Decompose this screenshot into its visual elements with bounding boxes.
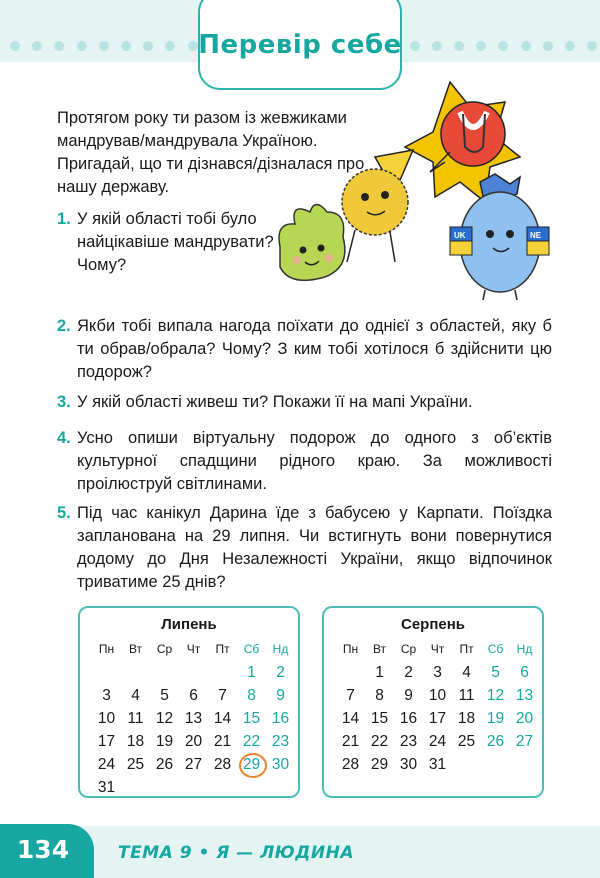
calendar-day: 25 — [126, 756, 145, 773]
calendar-day: 22 — [242, 733, 261, 750]
calendar-day: 10 — [97, 710, 116, 727]
calendar-day: 9 — [404, 687, 413, 704]
calendar-weekday: Ср — [156, 642, 173, 656]
decor-dot — [543, 41, 553, 51]
calendar-day: 6 — [520, 664, 529, 681]
decor-dot — [143, 41, 153, 51]
calendar-day-highlighted: 29 — [237, 753, 266, 776]
calendar-day: 25 — [457, 733, 476, 750]
calendar-day: 9 — [276, 687, 285, 704]
calendar-day: 28 — [213, 756, 232, 773]
calendar-empty-cell — [179, 661, 208, 684]
calendar-empty-cell — [92, 661, 121, 684]
calendar-day: 4 — [462, 664, 471, 681]
green-mascot-icon — [279, 205, 345, 281]
question-text: Усно опиши віртуальну подорож до одного з об’єктів культурної спадщини рідного краю. За можливості проілюструй світлинами. — [77, 429, 552, 493]
calendar-day: 6 — [189, 687, 198, 704]
calendar-weekday: Сб — [487, 642, 504, 656]
calendar-day: 12 — [155, 710, 174, 727]
calendar-empty-cell — [150, 661, 179, 684]
calendar-weekday: Пн — [342, 642, 359, 656]
page-title: Перевір себе — [198, 30, 402, 60]
calendar-day: 14 — [213, 710, 232, 727]
decor-dot — [188, 41, 198, 51]
question-text: Під час канікул Дарина їде з бабусею у Карпати. Поїздка запланована на 29 липня. Чи встигнуть вони повернутися додому до Дня Незалежності України, якщо відпочинок триватиме 25 днів? — [77, 504, 552, 591]
calendar-day: 7 — [346, 687, 355, 704]
calendar-day: 8 — [247, 687, 256, 704]
calendar-day: 30 — [271, 756, 290, 773]
question-2 — [57, 315, 552, 384]
calendar-day: 19 — [155, 733, 174, 750]
calendar-day: 3 — [102, 687, 111, 704]
calendar-day: 5 — [160, 687, 169, 704]
question-1 — [57, 208, 277, 277]
decor-dot — [10, 41, 20, 51]
calendar-weekday: Пн — [98, 642, 115, 656]
calendar-day: 11 — [458, 687, 475, 704]
calendar-weekday: Нд — [272, 642, 289, 656]
calendar-day: 20 — [515, 710, 534, 727]
calendar-day: 2 — [404, 664, 413, 681]
calendar-day: 17 — [97, 733, 116, 750]
decor-dot — [99, 41, 109, 51]
yellow-mascot-icon — [342, 150, 413, 262]
calendar-empty-cell — [121, 661, 150, 684]
calendar-day: 16 — [399, 710, 418, 727]
calendar-weekday: Пт — [215, 642, 230, 656]
question-5 — [57, 502, 552, 594]
calendar-day: 28 — [341, 756, 360, 773]
calendar-weekday: Ср — [400, 642, 417, 656]
calendar-weekday: Чт — [186, 642, 201, 656]
calendar-empty-cell — [336, 661, 365, 684]
decor-dot — [587, 41, 597, 51]
question-text: У якій області живеш ти? Покажи її на мапі України. — [77, 393, 473, 411]
calendar-day: 30 — [399, 756, 418, 773]
calendar-day: 31 — [428, 756, 447, 773]
calendar-day: 18 — [126, 733, 145, 750]
calendar-day: 27 — [184, 756, 203, 773]
decor-dot — [32, 41, 42, 51]
calendar-day: 13 — [184, 710, 203, 727]
calendar-day: 7 — [218, 687, 227, 704]
decor-dot — [476, 41, 486, 51]
decor-dot — [54, 41, 64, 51]
calendar-weekday: Чт — [430, 642, 445, 656]
calendar-day: 13 — [515, 687, 534, 704]
calendar-day: 2 — [276, 664, 285, 681]
calendar-day: 16 — [271, 710, 290, 727]
calendar-day: 21 — [213, 733, 232, 750]
calendar-day: 31 — [97, 779, 116, 796]
calendar-day: 23 — [271, 733, 290, 750]
question-text: Якби тобі випала нагода поїхати до однієї з областей, яку б ти обрав/обрала? Чому? З ким тобі хотілося б здійснити цю подорож? — [77, 317, 552, 381]
calendar-weekday: Сб — [243, 642, 260, 656]
question-number: 2. — [57, 317, 71, 335]
decor-dot — [565, 41, 575, 51]
decor-dot — [498, 41, 508, 51]
calendar-weekday: Пт — [459, 642, 474, 656]
decor-dot — [454, 41, 464, 51]
calendar-day: 5 — [491, 664, 500, 681]
calendar-weekday: Вт — [372, 642, 387, 656]
blue-mascot-icon — [450, 174, 549, 300]
intro-text: Протягом року ти разом із жевжиками мандрував/мандрувала Україною. Пригадай, що ти дізнався/дізналася про нашу державу. — [57, 109, 365, 196]
calendar-day: 20 — [184, 733, 203, 750]
calendar-day: 15 — [242, 710, 261, 727]
calendar-day: 1 — [247, 664, 256, 681]
flag-label-left: UK — [454, 231, 466, 240]
question-number: 1. — [57, 210, 71, 228]
calendar-day: 14 — [341, 710, 360, 727]
calendar-weekday: Вт — [128, 642, 143, 656]
decor-dot — [432, 41, 442, 51]
calendar-day: 10 — [428, 687, 447, 704]
calendar-day: 26 — [486, 733, 505, 750]
question-number: 4. — [57, 429, 71, 447]
calendar-weekday: Нд — [516, 642, 533, 656]
calendar-august — [322, 606, 544, 798]
question-number: 3. — [57, 393, 71, 411]
decor-dot — [77, 41, 87, 51]
calendar-day: 18 — [457, 710, 476, 727]
calendar-empty-cell — [208, 661, 237, 684]
footer-topic: ТЕМА 9 • Я — ЛЮДИНА — [118, 843, 354, 863]
calendar-month-title: Серпень — [400, 616, 466, 633]
calendar-day: 4 — [131, 687, 140, 704]
question-text: У якій області тобі було найцікавіше мандрувати? Чому? — [77, 210, 274, 274]
decor-dot — [410, 41, 420, 51]
decor-dot — [521, 41, 531, 51]
calendar-day: 29 — [370, 756, 389, 773]
flag-label-right: NE — [530, 231, 542, 240]
calendar-day: 23 — [399, 733, 418, 750]
calendar-day: 19 — [486, 710, 505, 727]
question-number: 5. — [57, 504, 71, 522]
calendar-july — [78, 606, 300, 798]
calendar-day: 21 — [341, 733, 360, 750]
calendar-day: 1 — [375, 664, 384, 681]
calendar-day: 8 — [375, 687, 384, 704]
calendar-day: 24 — [97, 756, 116, 773]
calendar-day: 22 — [370, 733, 389, 750]
calendar-grid — [92, 638, 295, 799]
calendar-day: 3 — [433, 664, 442, 681]
question-3 — [57, 391, 552, 414]
page-number: 134 — [16, 835, 70, 864]
calendar-day: 26 — [155, 756, 174, 773]
calendar-day: 12 — [486, 687, 505, 704]
calendar-day: 27 — [515, 733, 534, 750]
decor-dot — [121, 41, 131, 51]
calendar-day: 24 — [428, 733, 447, 750]
mascots-illustration — [255, 62, 555, 302]
question-4 — [57, 427, 552, 496]
decor-dot — [165, 41, 175, 51]
calendar-month-title: Липень — [161, 616, 217, 633]
calendar-day: 11 — [127, 710, 144, 727]
calendar-grid — [336, 638, 539, 776]
calendar-day: 15 — [370, 710, 389, 727]
calendar-day: 17 — [428, 710, 447, 727]
